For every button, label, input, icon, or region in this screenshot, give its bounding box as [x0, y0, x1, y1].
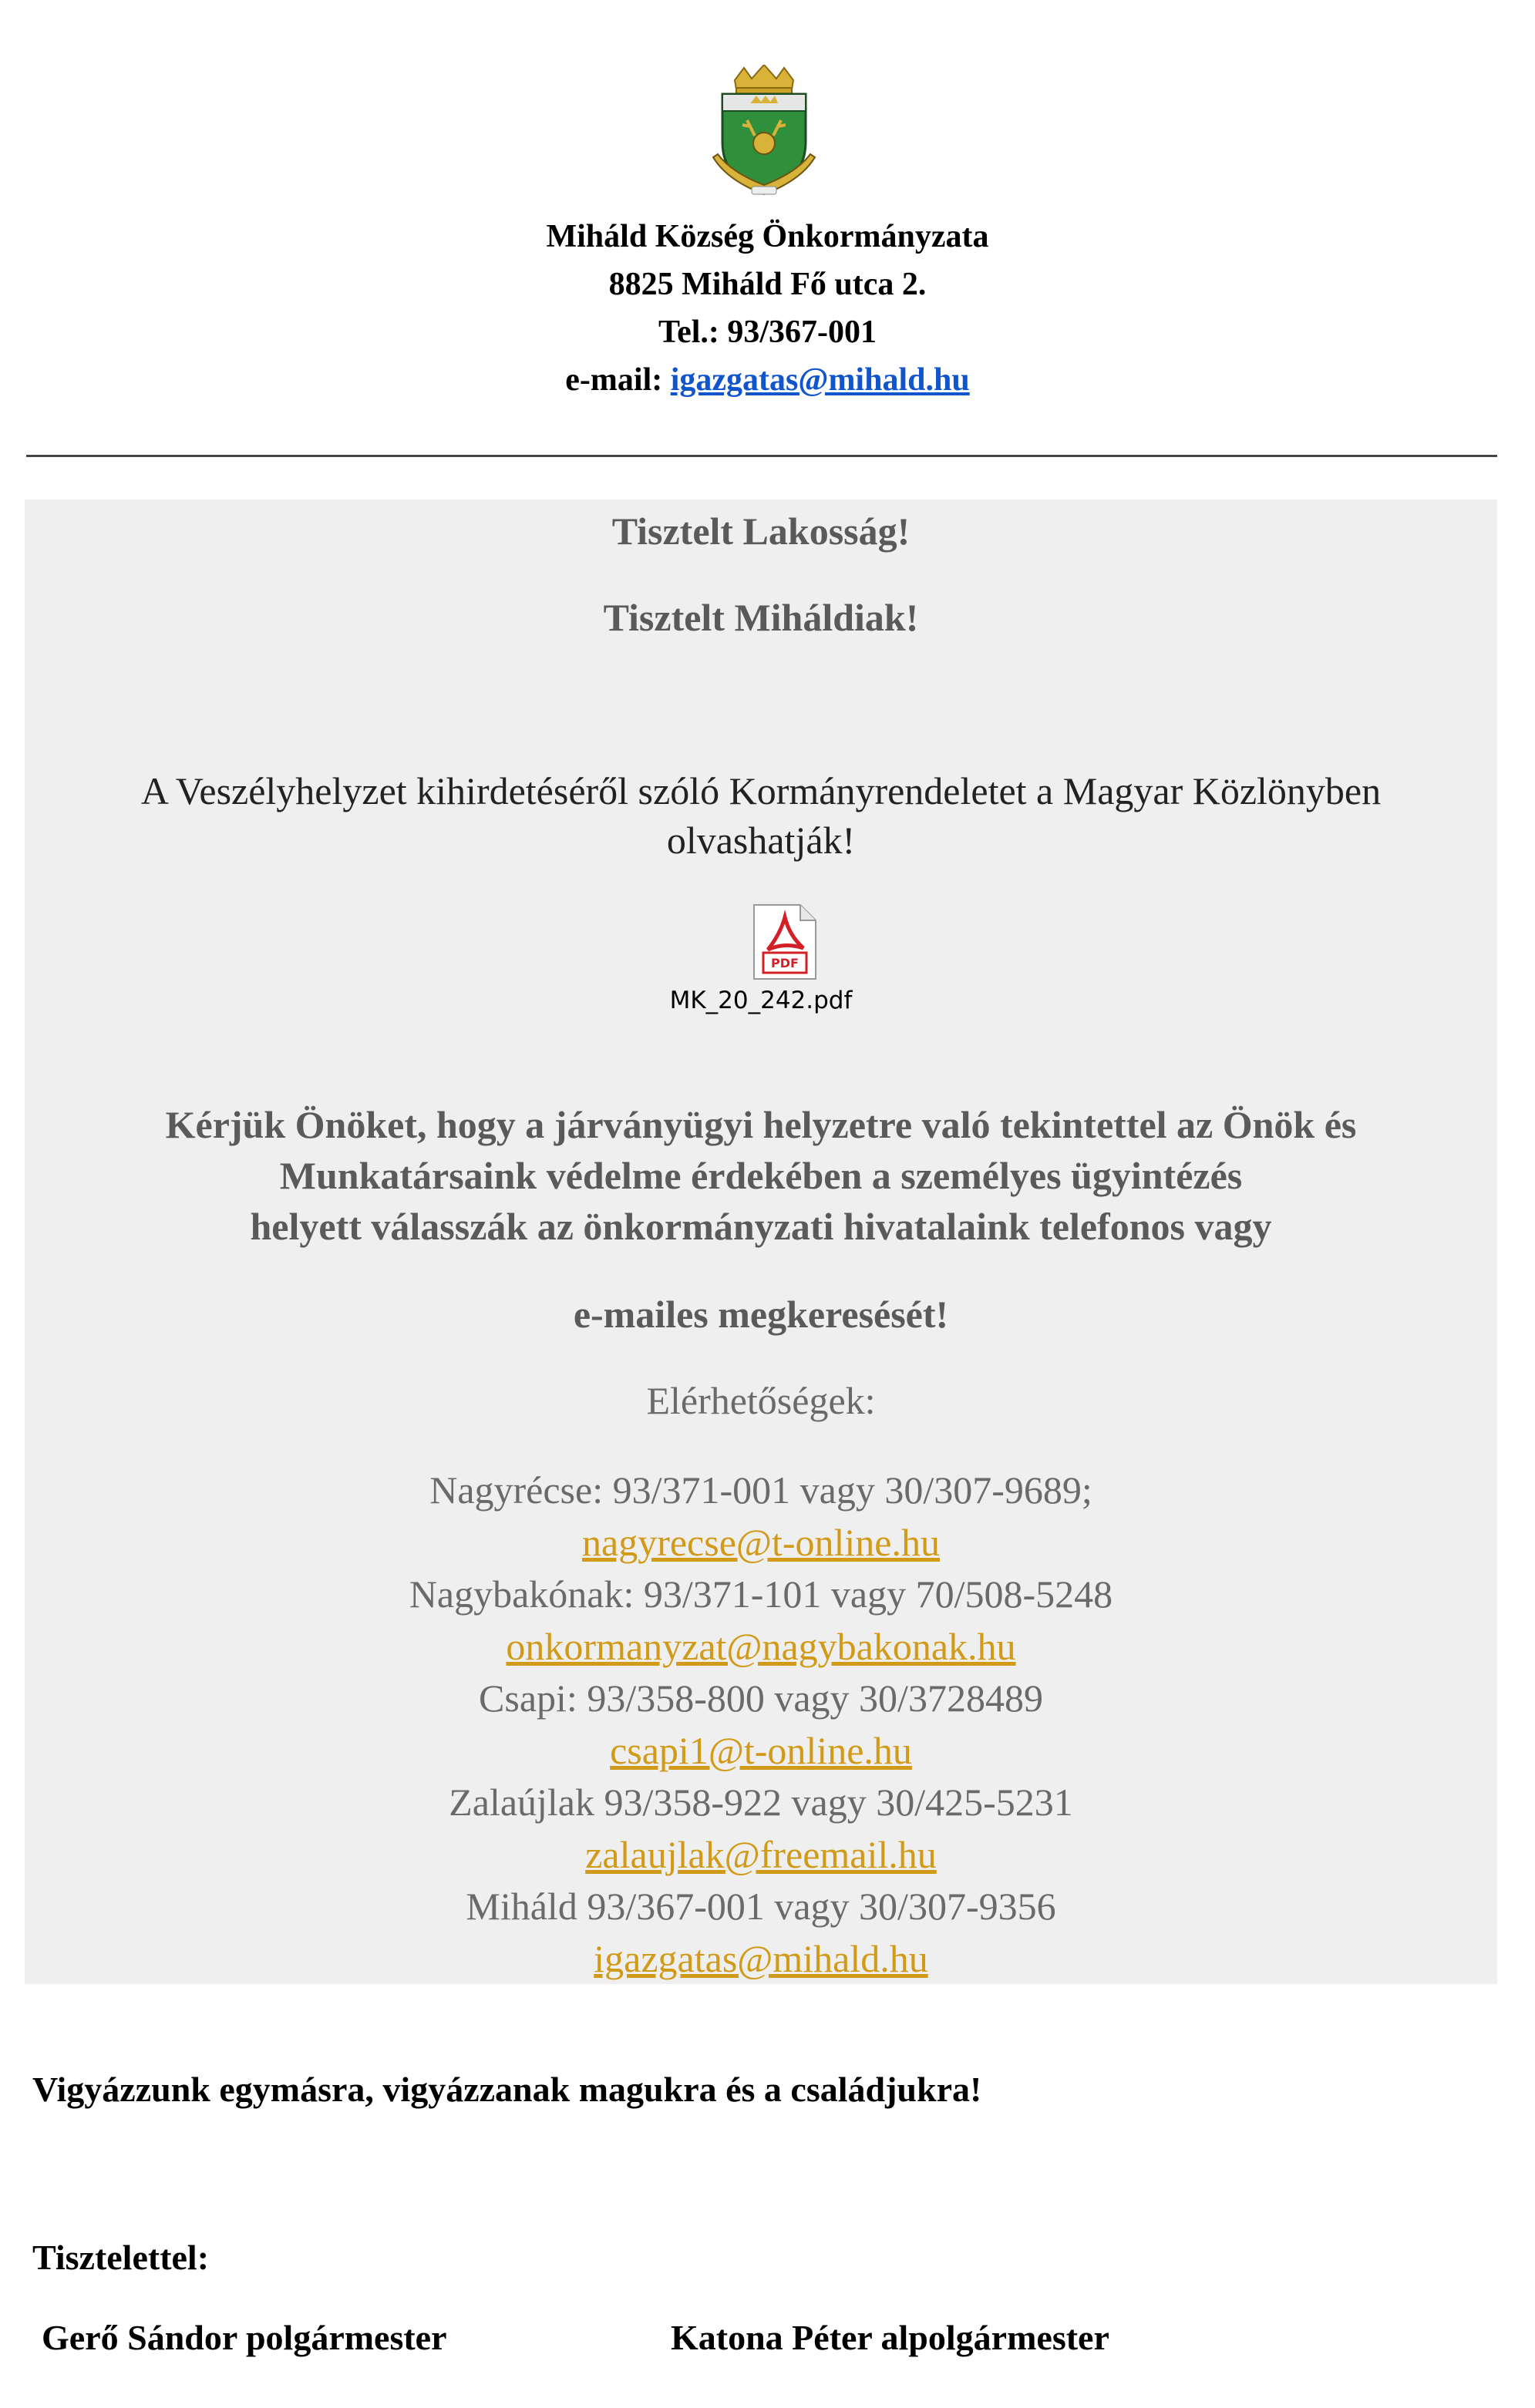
email-label: e-mail:: [565, 362, 671, 398]
organization-phone: Tel.: 93/367-001: [658, 314, 877, 350]
attachment-filename[interactable]: MK_20_242.pdf: [669, 987, 853, 1014]
request-line-3: helyett válasszák az önkormányzati hivatalaink telefonos vagy: [250, 1205, 1272, 1248]
organization-email-link[interactable]: igazgatas@mihald.hu: [670, 362, 970, 398]
closing-message: Vigyázzunk egymásra, vigyázzanak magukra és a családjukra!: [32, 2070, 982, 2109]
greeting-residents: Tisztelt Lakosság!: [611, 510, 911, 553]
contact-mihald: Miháld 93/367-001 vagy 30/307-9356: [466, 1885, 1056, 1928]
request-line-2: Munkatársaink védelme érdekében a személyes ügyintézés: [279, 1154, 1243, 1197]
notice-panel: [25, 499, 1497, 1984]
decree-text-line-2: olvashatják!: [666, 819, 856, 862]
contacts-list: [25, 1465, 1497, 1985]
organization-name: Miháld Község Önkormányzata: [546, 219, 989, 254]
header-divider: [26, 455, 1497, 457]
municipal-coat-of-arms: [712, 65, 816, 197]
contact-zalaujlak: Zalaújlak 93/358-922 vagy 30/425-5231: [449, 1781, 1073, 1824]
contact-email-csapi[interactable]: csapi1@t-online.hu: [610, 1728, 912, 1772]
pdf-icon-label: PDF: [771, 956, 799, 970]
contact-nagybakonak: Nagybakónak: 93/371-101 vagy 70/508-5248: [409, 1572, 1113, 1616]
contact-nagyrecse: Nagyrécse: 93/371-001 vagy 30/307-9689;: [429, 1468, 1092, 1512]
organization-address: 8825 Miháld Fő utca 2.: [608, 267, 927, 302]
signature-deputy-mayor: Katona Péter alpolgármester: [671, 2318, 1109, 2357]
organization-email-line: [0, 356, 1535, 404]
pdf-file-icon[interactable]: [749, 903, 820, 980]
contact-email-nagybakonak[interactable]: onkormanyzat@nagybakonak.hu: [506, 1624, 1016, 1668]
contact-email-row: [25, 1517, 1497, 1569]
request-line-4: e-mailes megkeresését!: [573, 1293, 949, 1336]
regards: Tisztelettel:: [32, 2238, 210, 2277]
letterhead: [0, 213, 1535, 404]
contact-email-row: [25, 1725, 1497, 1777]
contact-email-zalaujlak[interactable]: zalaujlak@freemail.hu: [585, 1832, 937, 1876]
request-line-1: Kérjük Önöket, hogy a járványügyi helyzetre való tekintettel az Önök és: [165, 1103, 1357, 1146]
contact-email-row: [25, 1933, 1497, 1986]
contact-email-row: [25, 1829, 1497, 1882]
greeting-mihald: Tisztelt Miháldiak!: [603, 596, 919, 639]
decree-text-line-1: A Veszélyhelyzet kihirdetéséről szóló Kormányrendeletet a Magyar Közlönyben: [140, 769, 1382, 812]
contact-email-mihald[interactable]: igazgatas@mihald.hu: [594, 1936, 928, 1980]
signature-mayor: Gerő Sándor polgármester: [42, 2318, 447, 2357]
contact-csapi: Csapi: 93/358-800 vagy 30/3728489: [479, 1677, 1043, 1720]
contact-email-nagyrecse[interactable]: nagyrecse@t-online.hu: [582, 1520, 940, 1564]
contact-email-row: [25, 1621, 1497, 1673]
contacts-title: Elérhetőségek:: [646, 1379, 876, 1422]
